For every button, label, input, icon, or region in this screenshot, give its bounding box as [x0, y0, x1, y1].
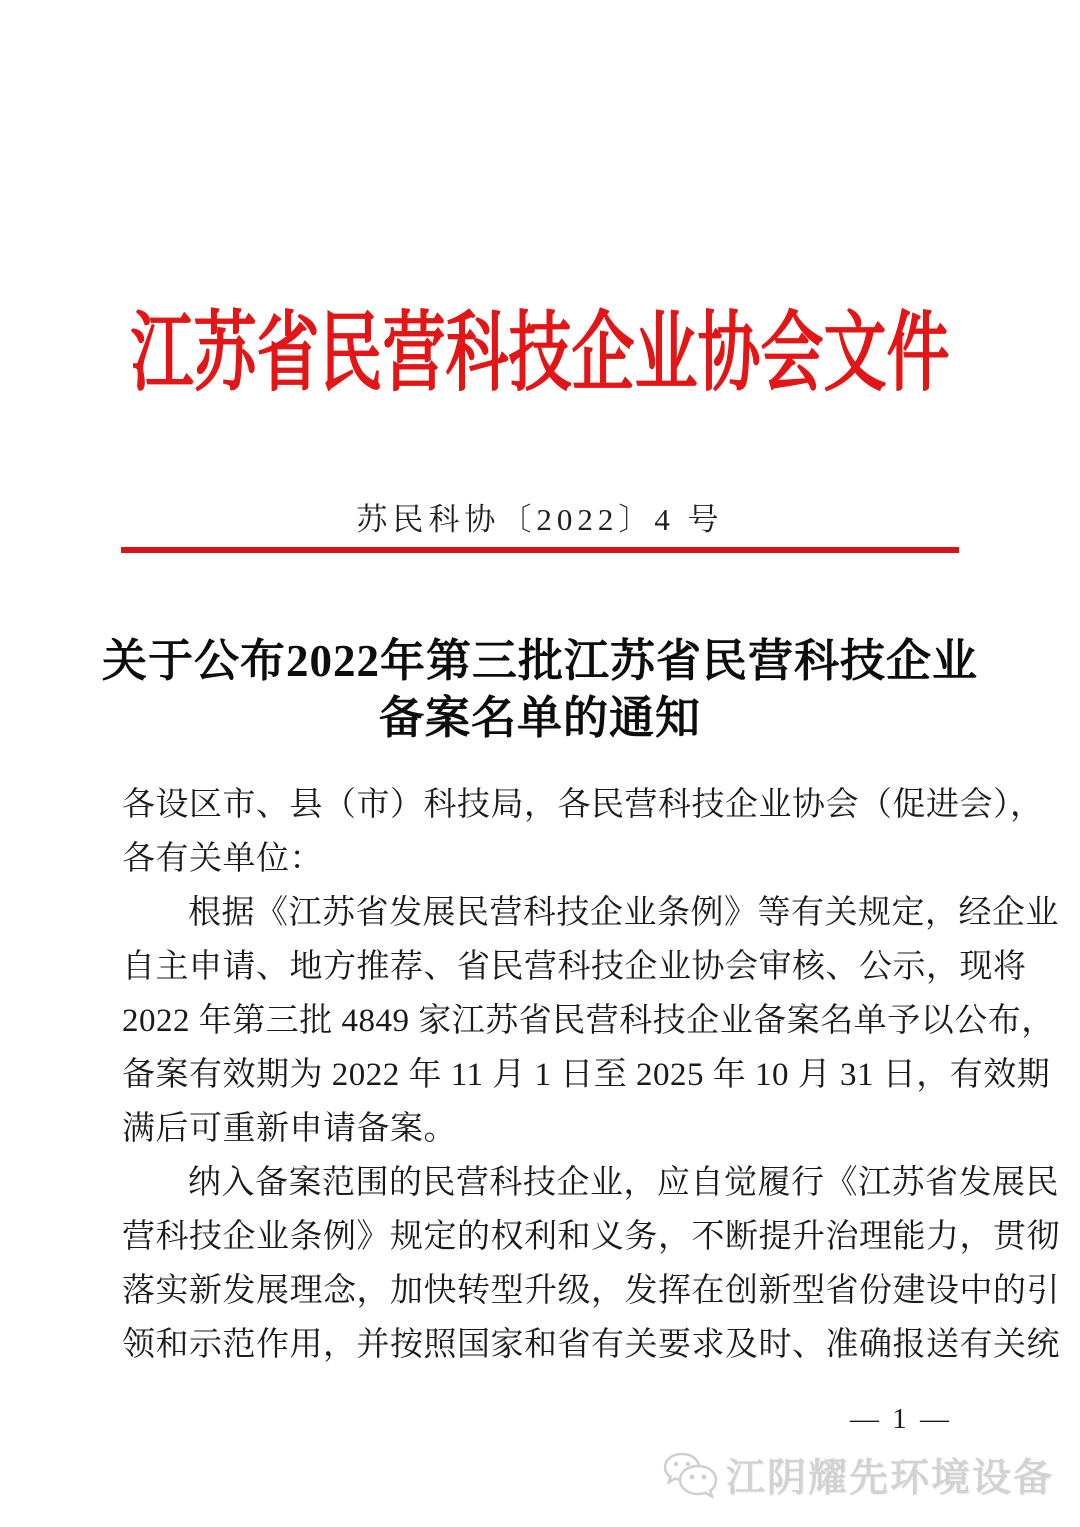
masthead-title: 江苏省民营科技企业协会文件: [130, 305, 950, 402]
body-line: 领和示范作用，并按照国家和省有关要求及时、准确报送有关统: [122, 1327, 1060, 1363]
document-title: [0, 633, 1080, 747]
body-line: 各设区市、县（市）科技局，各民营科技企业协会（促进会），: [122, 787, 1044, 823]
document-title-line1: 关于公布2022年第三批江苏省民营科技企业: [101, 636, 978, 686]
body-line: 根据《江苏省发展民营科技企业条例》等有关规定，经企业: [188, 895, 1059, 931]
watermark: [662, 1447, 1054, 1503]
wechat-icon: [662, 1450, 718, 1500]
body-line: 满后可重新申请备案。: [122, 1111, 457, 1147]
page-number: — 1 —: [850, 1403, 952, 1435]
document-title-line2: 备案名单的通知: [378, 693, 701, 743]
body-line: 备案有效期为 2022 年 11 月 1 日至 2025 年 10 月 31 日，有效期: [122, 1057, 1051, 1093]
body-paragraphs: [122, 778, 1060, 1372]
body-line: 落实新发展理念，加快转型升级，发挥在创新型省份建设中的引: [122, 1273, 1060, 1309]
watermark-label: 江阴耀先环境设备: [725, 1457, 1054, 1500]
document-number: 苏民科协〔2022〕4 号: [356, 502, 724, 537]
body-line: 纳入备案范围的民营科技企业，应自觉履行《江苏省发展民: [188, 1165, 1059, 1201]
red-divider-rule: [121, 547, 959, 553]
body-line: 各有关单位：: [122, 841, 323, 877]
body-line: 自主申请、地方推荐、省民营科技企业协会审核、公示，现将: [122, 949, 1027, 985]
body-line: 营科技企业条例》规定的权利和义务，不断提升治理能力，贯彻: [122, 1219, 1060, 1255]
body-line: 2022 年第三批 4849 家江苏省民营科技企业备案名单予以公布，: [122, 1003, 1055, 1039]
